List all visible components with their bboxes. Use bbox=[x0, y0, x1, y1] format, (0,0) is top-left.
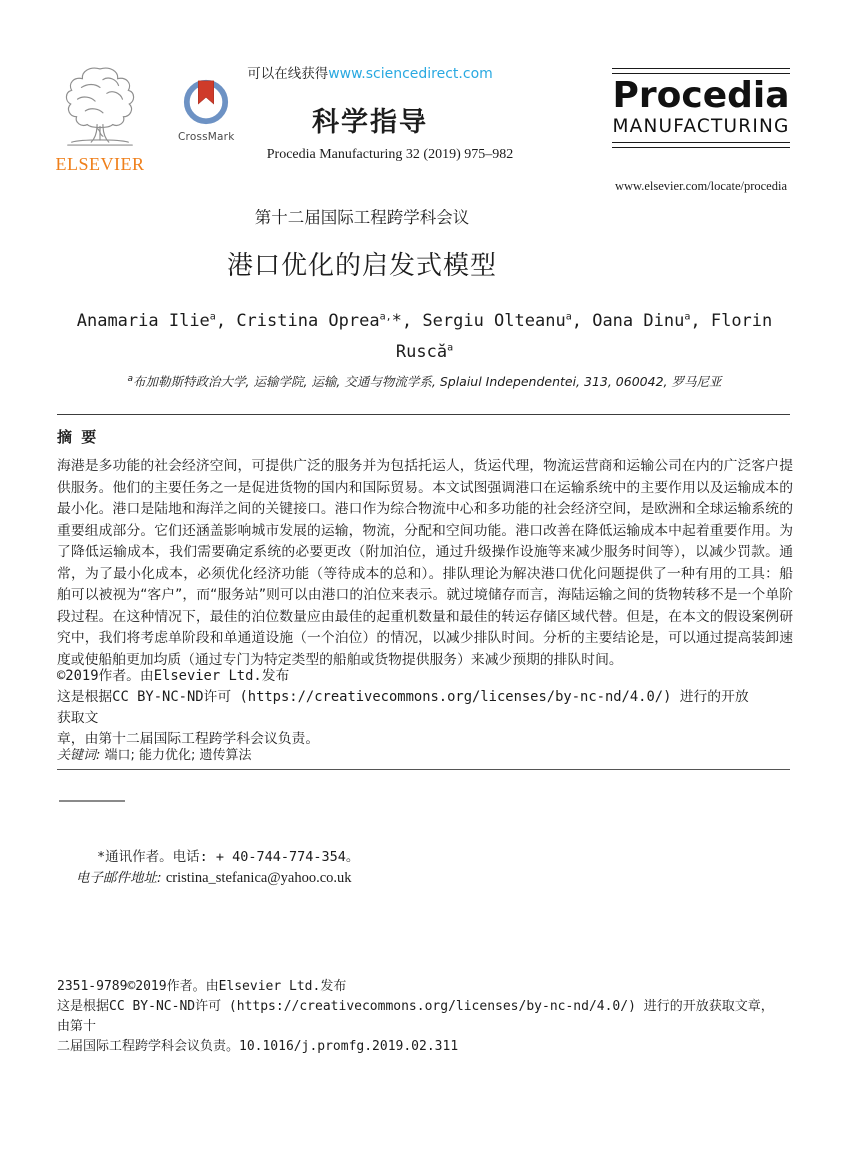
author-name: Oana Dinu bbox=[592, 310, 685, 331]
paper-title: 港口优化的启发式模型 bbox=[226, 251, 497, 281]
author-name: Florin Ruscă bbox=[395, 310, 773, 363]
email-address: cristina_stefanica@yahoo.co.uk bbox=[165, 870, 352, 886]
locate-url-line bbox=[612, 179, 790, 194]
corresponding-author-mark: * bbox=[391, 310, 402, 331]
author-separator: , bbox=[571, 310, 593, 331]
keywords-label: 关键词: bbox=[57, 748, 101, 763]
elsevier-logo bbox=[55, 64, 145, 175]
abstract-text: 海港是多功能的社会经济空间，可提供广泛的服务并为包括托运人，货运代理，物流运营商和运输公司在内的广泛客户提供服务。他们的主要任务之一是促进货物的国内和国际贸易。本文试图强调港口在运输系统中的主要作用以及运输成本的最小化。港口是陆地和海洋之间的关键接口。港口作为综合物流中心和多功能的社会经济空间，是欧洲和全球运输系统的重要组成部分。它们还涵盖影响城市发展的运输，物流，分配和空间功能。港口改善在降低运输成本中起着重要作用。为了降低运输成本，我们需要确定系统的必要更改（附加泊位，通过升级操作设施等来减少服务时间等），以减少罚款。通常，为了最小化成本，必须优化经济功能（等待成本的总和）。排队理论为解决港口优化问题提供了一种有用的工具：船舶可以被视为“客户”，而“服务站”则可以由港口的泊位来表示。就过境储存而言，海陆运输之间的货物转移不是一个单阶段过程。在这种情况下，最佳的泊位数量应由最佳的起重机数量和最佳的转运存储区域代替。但是，在本文的假设案例研究中，我们将考虑单阶段和单通道设施（一个泊位）的情况，以减少排队时间。分析的主要结论是，可以通过提高装卸速度或使船舶更加均质（通过专门为特定类型的船舶或货物提供服务）来减少预期的排队时间。 bbox=[57, 458, 793, 668]
author-list bbox=[57, 303, 792, 366]
affiliation-line bbox=[57, 372, 792, 390]
footnote-rule bbox=[59, 800, 125, 802]
copyright-line: 这是根据CC BY-NC-ND许可 (https://creativecommons.org/licenses/by-nc-nd/4.0/) 进行的开放获取文 bbox=[57, 689, 749, 726]
author-separator: , bbox=[215, 310, 237, 331]
copyright-line: ©2019作者。由Elsevier Ltd.发布 bbox=[57, 668, 290, 684]
issn-copyright-block bbox=[57, 977, 781, 1057]
keywords-text: 端口; 能力优化; 遗传算法 bbox=[104, 748, 252, 763]
keywords-bottom-rule bbox=[57, 769, 790, 770]
copyright-block bbox=[57, 666, 757, 750]
procedia-bottom-rule bbox=[612, 142, 790, 148]
author-name: Cristina Oprea bbox=[236, 310, 380, 331]
abstract-heading: 摘 要 bbox=[57, 428, 99, 446]
procedia-wordmark: Procedia bbox=[612, 75, 790, 116]
procedia-subtitle: MANUFACTURING bbox=[612, 116, 790, 138]
author bbox=[592, 311, 711, 331]
email-label: 电子邮件地址: bbox=[76, 870, 162, 886]
available-online-line bbox=[180, 62, 560, 82]
footer-line: 2351-9789©2019作者。由Elsevier Ltd.发布 bbox=[57, 979, 347, 994]
procedia-top-rule bbox=[612, 68, 790, 74]
footer-line: 二届国际工程跨学科会议负责。10.1016/j.promfg.2019.02.311 bbox=[57, 1039, 459, 1054]
elsevier-tree-icon bbox=[61, 133, 139, 152]
author-name: Anamaria Ilie bbox=[76, 310, 210, 331]
keywords-line bbox=[57, 744, 757, 763]
author-affiliation-mark: a bbox=[447, 342, 454, 354]
elsevier-locate-link[interactable]: www.elsevier.com/locate/procedia bbox=[614, 179, 788, 193]
journal-citation: Procedia Manufacturing 32 (2019) 975–982 bbox=[266, 147, 514, 162]
abstract-top-rule bbox=[57, 414, 790, 415]
footer-line: 这是根据CC BY-NC-ND许可 (https://creativecommons.org/licenses/by-nc-nd/4.0/) 进行的开放获取文章，由第十 bbox=[57, 999, 774, 1034]
available-online-prefix: 可以在线获得 bbox=[247, 66, 329, 82]
masthead-science-direct-cn: 科学指导 bbox=[312, 107, 428, 138]
conference-name: 第十二届国际工程跨学科会议 bbox=[254, 208, 470, 227]
author bbox=[77, 311, 237, 331]
sciencedirect-link[interactable]: www.sciencedirect.com bbox=[328, 66, 493, 82]
procedia-logo bbox=[612, 68, 790, 148]
author-separator: , bbox=[690, 310, 711, 331]
author bbox=[236, 311, 422, 331]
email-line bbox=[76, 866, 352, 887]
copyright-line: 章，由第十二届国际工程跨学科会议负责。 bbox=[57, 731, 320, 747]
author-affiliation-mark: a bbox=[684, 311, 691, 322]
affiliation-text: 布加勒斯特政治大学, 运输学院, 运输, 交通与物流学系, Splaiul Independentei, 313, 060042, 罗马尼亚 bbox=[133, 374, 722, 389]
affiliation-marker: a bbox=[127, 373, 134, 384]
author-affiliation-mark: a, bbox=[379, 311, 392, 322]
author-affiliation-mark: a bbox=[209, 311, 216, 322]
author-separator: , bbox=[401, 310, 423, 331]
author bbox=[422, 311, 592, 331]
corresponding-author-note: *通讯作者。电话: + 40-744-774-354。 bbox=[97, 849, 360, 865]
elsevier-wordmark: ELSEVIER bbox=[55, 154, 145, 174]
author-affiliation-mark: a bbox=[565, 311, 572, 322]
crossmark-label: CrossMark bbox=[178, 131, 235, 143]
author-name: Sergiu Olteanu bbox=[422, 310, 566, 331]
